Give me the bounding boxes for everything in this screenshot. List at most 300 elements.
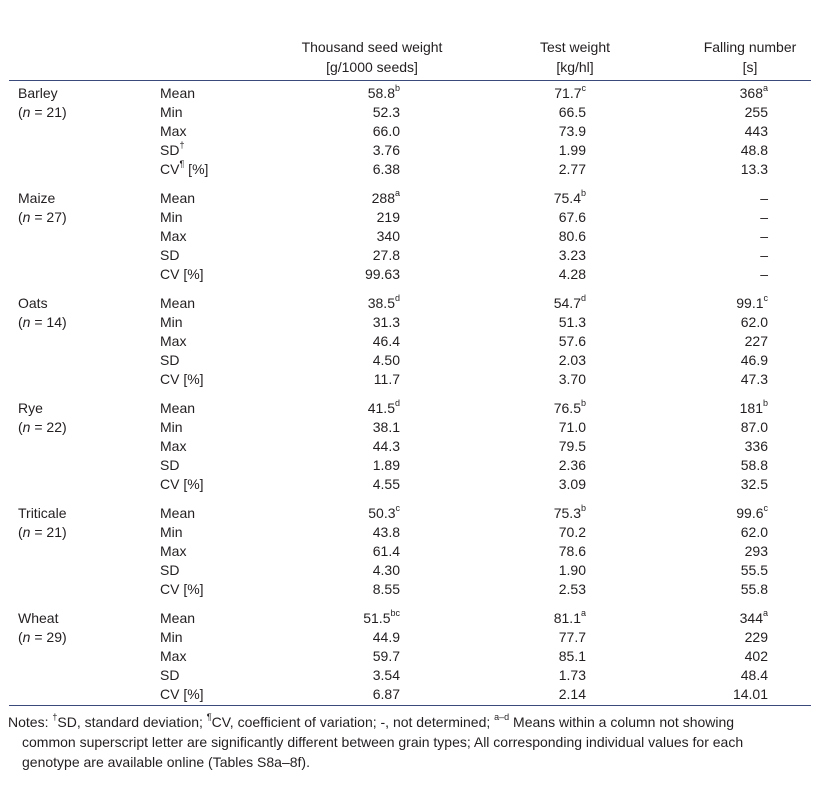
test-weight-value-superscript: a	[580, 608, 586, 619]
stat-label	[160, 84, 195, 103]
stat-name: SD	[160, 562, 180, 578]
sample-size-symbol: n	[22, 104, 31, 120]
thousand-seed-weight-value	[300, 294, 400, 313]
test-weight-value	[500, 103, 586, 122]
falling-number-value-number: 87.0	[740, 419, 768, 435]
thousand-seed-weight-value-number: 3.54	[372, 667, 400, 683]
sample-size-symbol: n	[22, 629, 31, 645]
falling-number-value-superscript: b	[762, 398, 768, 409]
falling-number-value	[670, 208, 768, 227]
sample-size-value: = 21)	[30, 524, 67, 540]
test-weight-value	[500, 208, 586, 227]
falling-number-value	[670, 504, 768, 523]
thousand-seed-weight-value-number: 44.9	[372, 629, 400, 645]
thousand-seed-weight-value-number: 38.5	[367, 295, 395, 311]
test-weight-value	[500, 628, 586, 647]
stat-name: SD	[160, 247, 180, 263]
notes-text-3: CV, coefficient of variation; -, not determined;	[211, 714, 495, 730]
falling-number-value-number: 402	[744, 648, 768, 664]
stat-name: SD	[160, 352, 180, 368]
falling-number-value	[670, 542, 768, 561]
test-weight-value-number: 2.77	[558, 161, 586, 177]
falling-number-value	[670, 84, 768, 103]
header-thousand-seed-weight	[262, 37, 482, 77]
test-weight-value-number: 80.6	[558, 228, 586, 244]
stat-label	[160, 580, 204, 599]
stat-name: Max	[160, 123, 187, 139]
stat-name: Mean	[160, 190, 196, 206]
notes-text-4: Means within a column not showing	[509, 714, 735, 730]
test-weight-value	[500, 437, 586, 456]
header-tsw-line2: [g/1000 seeds]	[326, 59, 418, 75]
sample-size	[18, 523, 67, 542]
stat-label	[160, 122, 186, 141]
thousand-seed-weight-value-superscript: c	[395, 503, 400, 514]
stat-unit: [%]	[184, 161, 209, 177]
falling-number-value-superscript: a	[762, 608, 768, 619]
stat-name: Mean	[160, 610, 196, 626]
test-weight-value-number: 51.3	[558, 314, 586, 330]
thousand-seed-weight-value-superscript: b	[394, 83, 400, 94]
falling-number-value	[670, 437, 768, 456]
stat-label	[160, 160, 208, 179]
thousand-seed-weight-value-number: 99.63	[364, 266, 400, 282]
thousand-seed-weight-value	[300, 399, 400, 418]
falling-number-value-number: –	[760, 209, 768, 225]
thousand-seed-weight-value	[300, 504, 400, 523]
test-weight-value-number: 57.6	[558, 333, 586, 349]
test-weight-value-number: 85.1	[558, 648, 586, 664]
test-weight-value	[500, 666, 586, 685]
test-weight-value-number: 79.5	[558, 438, 586, 454]
thousand-seed-weight-value	[300, 313, 400, 332]
falling-number-value	[670, 189, 768, 208]
falling-number-value-number: –	[760, 247, 768, 263]
thousand-seed-weight-value	[300, 685, 400, 704]
test-weight-value	[500, 265, 586, 284]
thousand-seed-weight-value	[300, 437, 400, 456]
stat-footnote-mark: †	[179, 140, 185, 151]
test-weight-value-number: 3.09	[558, 476, 586, 492]
test-weight-value-number: 77.7	[558, 629, 586, 645]
sample-size-value: = 14)	[30, 314, 67, 330]
thousand-seed-weight-value-number: 1.89	[372, 457, 400, 473]
falling-number-value	[670, 418, 768, 437]
thousand-seed-weight-value-number: 6.38	[372, 161, 400, 177]
test-weight-value-number: 2.03	[558, 352, 586, 368]
test-weight-value	[500, 351, 586, 370]
falling-number-value	[670, 523, 768, 542]
thousand-seed-weight-value	[300, 475, 400, 494]
falling-number-value	[670, 685, 768, 704]
stat-label	[160, 246, 179, 265]
falling-number-value	[670, 332, 768, 351]
thousand-seed-weight-value-number: 43.8	[372, 524, 400, 540]
thousand-seed-weight-value-number: 66.0	[372, 123, 400, 139]
notes-text-2: SD, standard deviation;	[57, 714, 207, 730]
test-weight-value-number: 2.14	[558, 686, 586, 702]
stat-name: CV [%]	[160, 371, 204, 387]
falling-number-value-number: 55.8	[740, 581, 768, 597]
grain-name: Triticale	[18, 505, 67, 521]
sample-size-symbol: n	[22, 524, 31, 540]
thousand-seed-weight-value-number: 59.7	[372, 648, 400, 664]
falling-number-value-number: 344	[739, 610, 763, 626]
falling-number-value-number: 62.0	[740, 524, 768, 540]
falling-number-value	[670, 313, 768, 332]
thousand-seed-weight-value	[300, 418, 400, 437]
falling-number-value-superscript: c	[763, 503, 768, 514]
stat-name: Min	[160, 524, 183, 540]
stat-label	[160, 609, 195, 628]
thousand-seed-weight-value	[300, 84, 400, 103]
thousand-seed-weight-value	[300, 666, 400, 685]
test-weight-value-number: 3.70	[558, 371, 586, 387]
test-weight-value	[500, 504, 586, 523]
thousand-seed-weight-value	[300, 246, 400, 265]
stat-footnote-mark: ¶	[179, 159, 185, 170]
test-weight-value-number: 1.99	[558, 142, 586, 158]
test-weight-value-number: 1.90	[558, 562, 586, 578]
test-weight-value	[500, 399, 586, 418]
thousand-seed-weight-value-number: 3.76	[372, 142, 400, 158]
stat-label	[160, 475, 204, 494]
falling-number-value-number: 368	[739, 85, 763, 101]
stat-label	[160, 351, 179, 370]
test-weight-value	[500, 456, 586, 475]
falling-number-value-number: 255	[744, 104, 768, 120]
falling-number-value-number: 443	[744, 123, 768, 139]
stat-label	[160, 418, 183, 437]
test-weight-value	[500, 122, 586, 141]
sample-size	[18, 628, 67, 647]
stat-label	[160, 265, 204, 284]
stat-label	[160, 294, 195, 313]
test-weight-value-number: 4.28	[558, 266, 586, 282]
stat-name: Mean	[160, 505, 196, 521]
test-weight-value-superscript: b	[580, 188, 586, 199]
grain-name: Wheat	[18, 610, 59, 626]
test-weight-value	[500, 141, 586, 160]
falling-number-value	[670, 580, 768, 599]
falling-number-value-number: 14.01	[732, 686, 768, 702]
header-tsw-line1: Thousand seed weight	[301, 39, 443, 55]
stat-name: Mean	[160, 85, 196, 101]
falling-number-value-number: 99.1	[736, 295, 764, 311]
test-weight-value-number: 54.7	[553, 295, 581, 311]
test-weight-value-number: 81.1	[553, 610, 581, 626]
test-weight-value-number: 2.53	[558, 581, 586, 597]
test-weight-value	[500, 580, 586, 599]
thousand-seed-weight-value-superscript: bc	[390, 608, 400, 619]
falling-number-value	[670, 475, 768, 494]
falling-number-value-number: 48.4	[740, 667, 768, 683]
test-weight-value-number: 75.3	[553, 505, 581, 521]
falling-number-value	[670, 561, 768, 580]
thousand-seed-weight-value-number: 8.55	[372, 581, 400, 597]
stat-name: CV [%]	[160, 266, 204, 282]
test-weight-value-number: 76.5	[553, 400, 581, 416]
falling-number-value	[670, 294, 768, 313]
thousand-seed-weight-value-superscript: a	[394, 188, 400, 199]
stat-name: Max	[160, 228, 187, 244]
thousand-seed-weight-value-number: 61.4	[372, 543, 400, 559]
stat-label	[160, 370, 204, 389]
sample-size-value: = 27)	[30, 209, 67, 225]
stat-name: Max	[160, 543, 187, 559]
sample-size	[18, 418, 67, 437]
falling-number-value	[670, 265, 768, 284]
stat-label	[160, 647, 186, 666]
sample-size-value: = 21)	[30, 104, 67, 120]
test-weight-value	[500, 542, 586, 561]
test-weight-value	[500, 685, 586, 704]
grain-name: Barley	[18, 85, 58, 101]
thousand-seed-weight-value	[300, 103, 400, 122]
header-tw-line2: [kg/hl]	[556, 59, 594, 75]
header-fn-line2: [s]	[742, 59, 758, 75]
thousand-seed-weight-value-number: 31.3	[372, 314, 400, 330]
test-weight-value-number: 1.73	[558, 667, 586, 683]
sample-size-open: (	[18, 314, 23, 330]
falling-number-value	[670, 122, 768, 141]
sample-size-value: = 22)	[30, 419, 67, 435]
falling-number-value-number: 13.3	[740, 161, 768, 177]
thousand-seed-weight-value	[300, 141, 400, 160]
thousand-seed-weight-value	[300, 189, 400, 208]
stat-name: Mean	[160, 295, 196, 311]
test-weight-value-superscript: d	[580, 293, 586, 304]
falling-number-value	[670, 351, 768, 370]
sample-size-symbol: n	[22, 314, 31, 330]
falling-number-value-number: –	[760, 190, 768, 206]
thousand-seed-weight-value-number: 44.3	[372, 438, 400, 454]
sample-size-open: (	[18, 419, 23, 435]
header-test-weight	[515, 37, 635, 77]
test-weight-value	[500, 189, 586, 208]
test-weight-value-number: 66.5	[558, 104, 586, 120]
test-weight-value	[500, 523, 586, 542]
header-fn-line1: Falling number	[703, 39, 797, 55]
stat-label	[160, 313, 183, 332]
header-rule	[9, 80, 811, 81]
test-weight-value-number: 70.2	[558, 524, 586, 540]
thousand-seed-weight-value	[300, 647, 400, 666]
thousand-seed-weight-value-number: 58.8	[367, 85, 395, 101]
falling-number-value	[670, 628, 768, 647]
stat-name: Max	[160, 648, 187, 664]
test-weight-value	[500, 561, 586, 580]
thousand-seed-weight-value-number: 46.4	[372, 333, 400, 349]
test-weight-value	[500, 227, 586, 246]
thousand-seed-weight-value	[300, 580, 400, 599]
sample-size-open: (	[18, 104, 23, 120]
stat-label	[160, 189, 195, 208]
stat-name: Min	[160, 104, 183, 120]
falling-number-value-number: 48.8	[740, 142, 768, 158]
test-weight-value-number: 3.23	[558, 247, 586, 263]
test-weight-value	[500, 160, 586, 179]
notes-text-1: Notes:	[8, 714, 53, 730]
thousand-seed-weight-value-number: 38.1	[372, 419, 400, 435]
test-weight-value-number: 73.9	[558, 123, 586, 139]
header-falling-number	[680, 37, 820, 77]
stat-label	[160, 456, 179, 475]
sample-size	[18, 313, 67, 332]
stat-name: Max	[160, 438, 187, 454]
thousand-seed-weight-value-superscript: d	[394, 398, 400, 409]
test-weight-value	[500, 294, 586, 313]
falling-number-value-number: 58.8	[740, 457, 768, 473]
grain-name: Rye	[18, 400, 43, 416]
bottom-rule	[9, 705, 811, 706]
thousand-seed-weight-value	[300, 456, 400, 475]
table-notes	[8, 712, 814, 772]
stat-name: CV	[160, 161, 180, 177]
falling-number-value-number: –	[760, 266, 768, 282]
falling-number-value-number: 227	[744, 333, 768, 349]
sample-size-symbol: n	[22, 209, 31, 225]
falling-number-value-superscript: c	[763, 293, 768, 304]
stat-label	[160, 523, 183, 542]
test-weight-value	[500, 647, 586, 666]
stat-label	[160, 437, 186, 456]
notes-superscript-range: a–d	[494, 712, 510, 723]
stat-label	[160, 561, 179, 580]
test-weight-value	[500, 84, 586, 103]
notes-pilcrow: ¶	[206, 712, 212, 723]
stat-label	[160, 504, 195, 523]
thousand-seed-weight-value	[300, 542, 400, 561]
stat-name: CV [%]	[160, 476, 204, 492]
notes-dagger: †	[52, 712, 58, 723]
falling-number-value	[670, 160, 768, 179]
sample-size-open: (	[18, 524, 23, 540]
falling-number-value	[670, 647, 768, 666]
thousand-seed-weight-value	[300, 160, 400, 179]
sample-size-value: = 29)	[30, 629, 67, 645]
thousand-seed-weight-value	[300, 122, 400, 141]
thousand-seed-weight-value-number: 219	[376, 209, 400, 225]
thousand-seed-weight-value-number: 11.7	[373, 371, 400, 387]
sample-size-open: (	[18, 209, 23, 225]
thousand-seed-weight-value-number: 6.87	[372, 686, 400, 702]
thousand-seed-weight-value-number: 4.55	[372, 476, 400, 492]
test-weight-value-number: 75.4	[553, 190, 581, 206]
test-weight-value	[500, 418, 586, 437]
stat-label	[160, 103, 183, 122]
stat-label	[160, 141, 184, 160]
thousand-seed-weight-value	[300, 265, 400, 284]
falling-number-value-number: 293	[744, 543, 768, 559]
test-weight-value	[500, 475, 586, 494]
test-weight-value	[500, 370, 586, 389]
falling-number-value	[670, 399, 768, 418]
stat-name: CV [%]	[160, 686, 204, 702]
test-weight-value-number: 67.6	[558, 209, 586, 225]
falling-number-value-number: 46.9	[740, 352, 768, 368]
thousand-seed-weight-value	[300, 208, 400, 227]
thousand-seed-weight-value-number: 4.30	[372, 562, 400, 578]
falling-number-value-number: 181	[739, 400, 763, 416]
notes-line-2: common superscript letter are significantly different between grain types; All corresponding individual values for each	[22, 734, 744, 750]
thousand-seed-weight-value	[300, 227, 400, 246]
falling-number-value	[670, 456, 768, 475]
stat-name: SD	[160, 457, 180, 473]
stat-name: Min	[160, 629, 183, 645]
falling-number-value-number: 55.5	[740, 562, 768, 578]
test-weight-value-superscript: c	[581, 83, 586, 94]
falling-number-value	[670, 609, 768, 628]
thousand-seed-weight-value	[300, 370, 400, 389]
stat-name: Min	[160, 314, 183, 330]
test-weight-value-number: 71.7	[554, 85, 582, 101]
stat-label	[160, 542, 186, 561]
sample-size-symbol: n	[22, 419, 31, 435]
notes-line-3: genotype are available online (Tables S8a–8f).	[22, 754, 310, 770]
stat-label	[160, 208, 183, 227]
header-tw-line1: Test weight	[539, 39, 611, 55]
sample-size	[18, 103, 67, 122]
grain-name: Maize	[18, 190, 56, 206]
stat-name: CV [%]	[160, 581, 204, 597]
test-weight-value-number: 78.6	[558, 543, 586, 559]
thousand-seed-weight-value-number: 50.3	[368, 505, 396, 521]
test-weight-value-superscript: b	[580, 398, 586, 409]
falling-number-value-number: 32.5	[740, 476, 768, 492]
stat-name: Min	[160, 419, 183, 435]
thousand-seed-weight-value	[300, 561, 400, 580]
falling-number-value-superscript: a	[762, 83, 768, 94]
stat-label	[160, 685, 204, 704]
falling-number-value	[670, 141, 768, 160]
stat-label	[160, 399, 195, 418]
stat-label	[160, 628, 183, 647]
thousand-seed-weight-value	[300, 351, 400, 370]
test-weight-value	[500, 332, 586, 351]
thousand-seed-weight-value-number: 288	[371, 190, 395, 206]
falling-number-value-number: 229	[744, 629, 768, 645]
stat-name: SD	[160, 142, 180, 158]
test-weight-value-superscript: b	[580, 503, 586, 514]
thousand-seed-weight-value	[300, 523, 400, 542]
grain-name: Oats	[18, 295, 48, 311]
thousand-seed-weight-value	[300, 332, 400, 351]
test-weight-value-number: 71.0	[558, 419, 586, 435]
falling-number-value-number: 47.3	[740, 371, 768, 387]
notes-line-1	[8, 712, 814, 732]
stat-name: Max	[160, 333, 187, 349]
test-weight-value-number: 2.36	[558, 457, 586, 473]
thousand-seed-weight-value-number: 340	[376, 228, 400, 244]
stat-label	[160, 666, 179, 685]
falling-number-value	[670, 246, 768, 265]
test-weight-value	[500, 246, 586, 265]
test-weight-value	[500, 609, 586, 628]
stat-name: Mean	[160, 400, 196, 416]
sample-size-open: (	[18, 629, 23, 645]
stat-name: Min	[160, 209, 183, 225]
falling-number-value-number: 99.6	[736, 505, 764, 521]
falling-number-value	[670, 103, 768, 122]
test-weight-value	[500, 313, 586, 332]
thousand-seed-weight-value	[300, 628, 400, 647]
falling-number-value-number: 336	[744, 438, 768, 454]
thousand-seed-weight-value-superscript: d	[394, 293, 400, 304]
thousand-seed-weight-value-number: 51.5	[363, 610, 391, 626]
sample-size	[18, 208, 67, 227]
stat-name: SD	[160, 667, 180, 683]
